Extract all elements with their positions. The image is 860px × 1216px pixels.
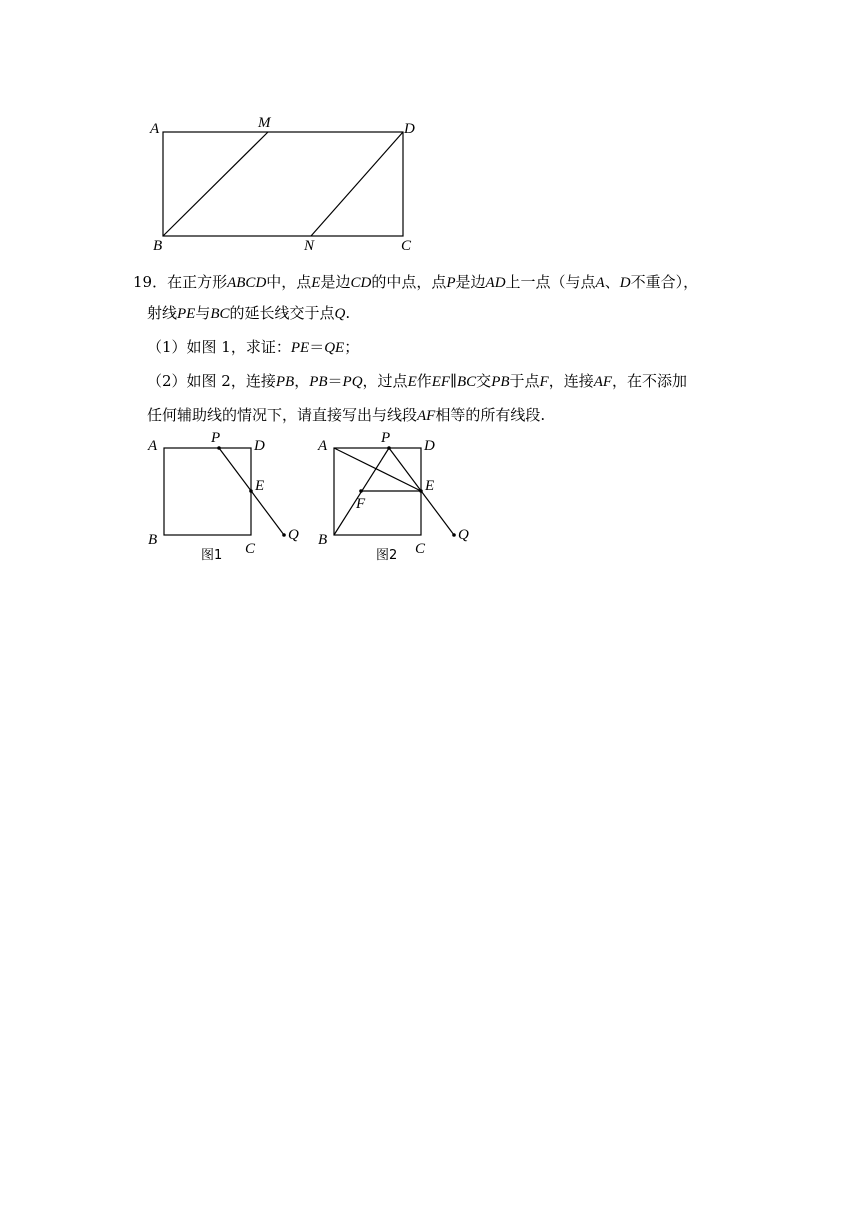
math: AF [417,408,436,424]
text: 的延长线交于点 [229,304,335,322]
math: PB [309,374,328,390]
text: 上一点（与点 [505,273,596,291]
label-q: Q [288,527,299,543]
math: EF∥BC [431,374,477,390]
math: PE [290,340,310,356]
problem-line-2 [147,303,350,324]
text: 相等的所有线段. [435,406,546,424]
label-c: C [415,541,426,557]
label-d: D [424,438,435,454]
text: ＝ [327,372,343,390]
figure-2-caption: 图2 [376,548,398,563]
math: E [407,374,417,390]
label-m: M [258,115,271,131]
label-n: N [304,238,315,254]
label-p: P [381,430,391,446]
figure-parallelogram [0,0,860,270]
text: 射线 [147,304,178,322]
point-q [452,533,456,537]
problem-line-1 [133,272,698,293]
figure-1-caption: 图1 [201,548,223,563]
label-a: A [148,438,158,454]
text: ， [294,372,310,390]
math: PB [491,374,510,390]
text: 与 [195,304,211,322]
math: P [446,275,456,291]
point-e [419,489,423,493]
label-q: Q [458,527,469,543]
math: Q [334,306,346,322]
text: ，在不添加 [612,372,688,390]
question-1 [147,337,359,358]
text: 在正方形 [167,273,228,291]
text: 的中点，点 [371,273,447,291]
text: 不重合）， [630,273,699,291]
label-b: B [153,238,163,254]
text: （1）如图 1，求证： [147,338,291,356]
figure-2 [0,420,520,570]
text: ，连接 [548,372,594,390]
text: 是边 [320,273,351,291]
text: （2）如图 2，连接 [147,372,276,390]
math: D [619,275,631,291]
math: PB [275,374,295,390]
point-f [359,489,363,493]
math: A [595,275,605,291]
text: 、 [604,273,620,291]
math: CD [350,275,372,291]
text: . [345,304,351,322]
text: 作 [416,372,432,390]
text: 交 [476,372,492,390]
math: F [539,374,549,390]
text: ； [344,338,360,356]
math: AF [593,374,613,390]
math: PQ [342,374,363,390]
point-p [387,446,391,450]
math: BC [210,306,230,322]
math: E [311,275,321,291]
math: AD [485,275,506,291]
label-c: C [245,541,256,557]
segment-dn [311,132,403,236]
label-a: A [318,438,328,454]
label-f: F [356,496,366,512]
math: ABCD [227,275,267,291]
label-d: D [254,438,265,454]
math: PE [177,306,196,322]
text: ，过点 [362,372,408,390]
text: 是边 [455,273,486,291]
label-p: P [211,430,221,446]
label-e: E [425,478,435,494]
problem-number: 19． [133,273,168,291]
label-d: D [404,121,415,137]
segment-bm [163,132,268,236]
text: 中，点 [266,273,312,291]
label-e: E [255,478,265,494]
label-a: A [150,121,160,137]
rectangle-abcd [163,132,403,236]
text: 任何辅助线的情况下，请直接写出与线段 [147,406,418,424]
label-b: B [148,532,158,548]
math: QE [324,340,345,356]
text: ＝ [309,338,325,356]
segment-ae [334,448,421,491]
question-2-line-1 [147,371,687,392]
label-b: B [318,532,328,548]
text: 于点 [509,372,540,390]
label-c: C [401,238,412,254]
